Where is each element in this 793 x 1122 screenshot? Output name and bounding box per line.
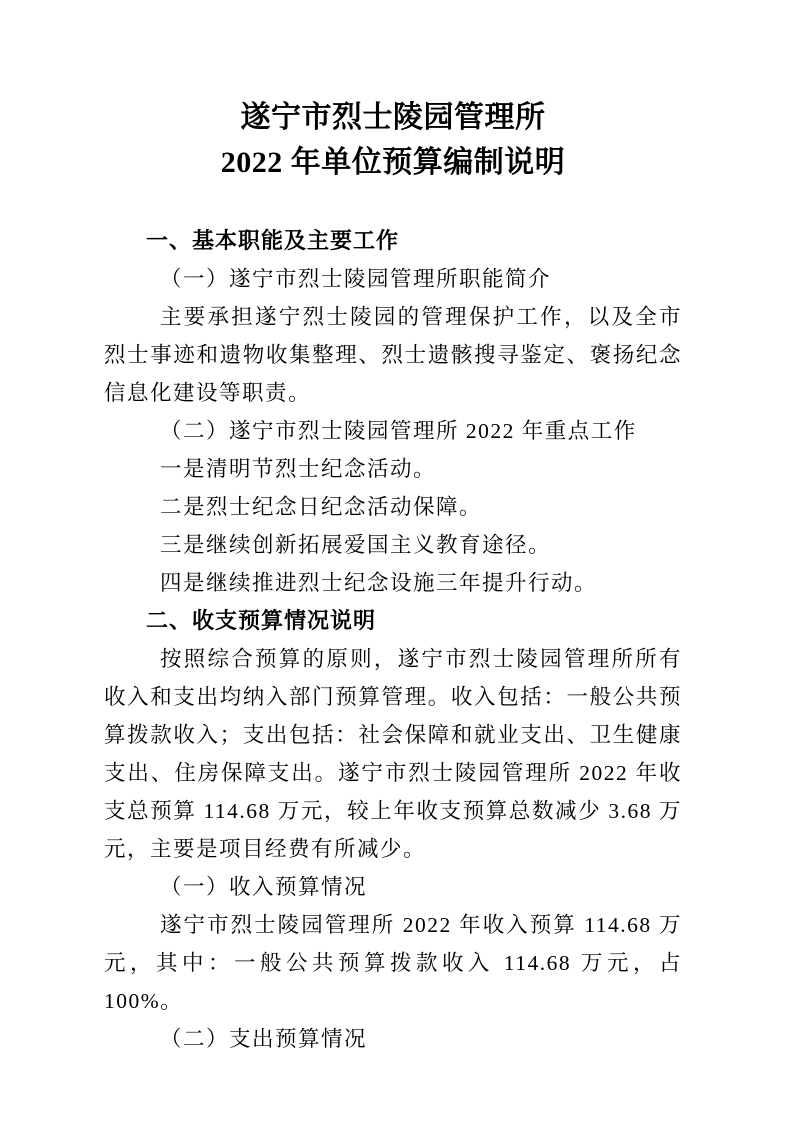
sub-heading-key-work-2022: （二）遂宁市烈士陵园管理所 2022 年重点工作 — [160, 419, 637, 443]
paragraph-functions-description: 主要承担遂宁烈士陵园的管理保护工作，以及全市烈士事迹和遗物收集整理、烈士遗骸搜寻鉴定、褒扬纪念信息化建设等职责。 — [104, 305, 682, 405]
title-line-1: 遂宁市烈士陵园管理所 — [240, 101, 546, 134]
sub-heading-expenditure-budget: （二）支出预算情况 — [160, 1027, 368, 1051]
paragraph-budget-overview: 按照综合预算的原则，遂宁市烈士陵园管理所所有收入和支出均纳入部门预算管理。收入包括：一般公共预算拨款收入；支出包括：社会保障和就业支出、卫生健康支出、住房保障支出。遂宁市烈士陵园管理所 2022 年收支总预算 114.68 万元，较上年收支预算总数减少 3.68 万元，主要是项目经费有所减少。 — [104, 647, 682, 861]
paragraph-key-work-item-4: 四是继续推进烈士纪念设施三年提升行动。 — [160, 571, 598, 595]
paragraph-key-work-item-2: 二是烈士纪念日纪念活动保障。 — [160, 495, 483, 519]
document-body — [104, 222, 682, 1058]
section-heading-budget-overview: 二、收支预算情况说明 — [146, 608, 377, 633]
sub-heading-income-budget: （一）收入预算情况 — [160, 875, 368, 899]
document-content — [104, 0, 682, 1058]
paragraph-key-work-item-3: 三是继续创新拓展爱国主义教育途径。 — [160, 533, 552, 557]
paragraph-key-work-item-1: 一是清明节烈士纪念活动。 — [160, 457, 437, 481]
section-heading-basic-functions: 一、基本职能及主要工作 — [146, 228, 400, 253]
title-line-2: 2022 年单位预算编制说明 — [220, 146, 566, 179]
sub-heading-functions-intro: （一）遂宁市烈士陵园管理所职能简介 — [160, 267, 552, 291]
paragraph-income-budget: 遂宁市烈士陵园管理所 2022 年收入预算 114.68 万元，其中：一般公共预算拨款收入 114.68 万元，占 100%。 — [104, 913, 682, 1013]
document-title — [104, 95, 682, 185]
